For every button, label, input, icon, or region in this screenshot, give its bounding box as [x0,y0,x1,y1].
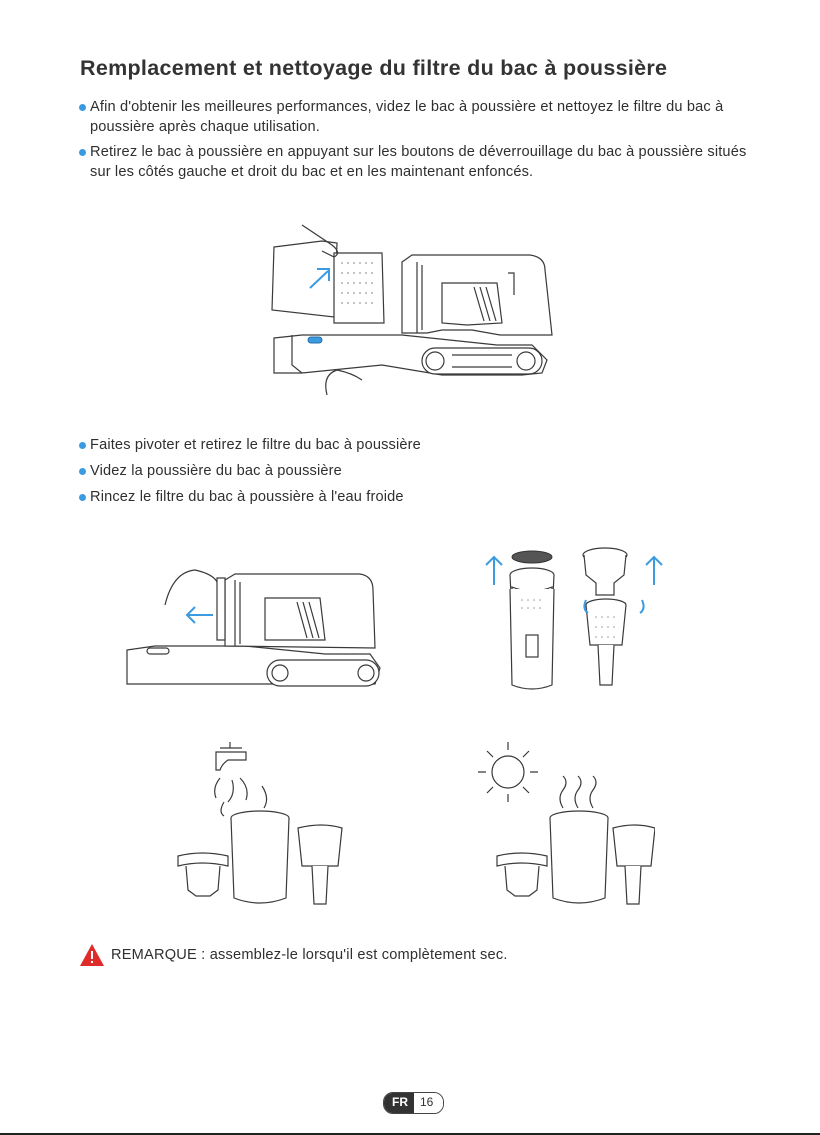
list-item: Rincez le filtre du bac à poussière à l'eau froide [79,487,679,507]
arrow-icon [187,607,213,623]
arrow-icon [646,557,662,585]
list-item: Videz la poussière du bac à poussière [79,461,679,481]
bullet-icon [79,442,86,449]
warning-icon [79,943,105,967]
instructions-top [79,97,759,187]
instructions-mid [79,435,679,513]
list-item: Retirez le bac à poussière en appuyant sur les boutons de déverrouillage du bac à poussière situés sur les côtés gauche et droit du bac et en les maintenant enfoncés. [79,142,759,182]
bullet-icon [79,494,86,501]
bullet-icon [79,104,86,111]
arrow-icon [486,557,502,585]
bullet-icon [79,149,86,156]
rinse-illustration [172,738,352,908]
remove-dustbin-illustration [262,205,562,405]
unlock-button [308,337,322,343]
page-number [383,1092,444,1114]
warning-note [79,943,508,967]
dry-illustration [475,738,655,908]
note-text: REMARQUE : assemblez-le lorsqu'il est complètement sec. [111,947,508,963]
bullet-icon [79,468,86,475]
list-item: Faites pivoter et retirez le filtre du bac à poussière [79,435,679,455]
page-number-value: 16 [414,1093,443,1113]
list-item: Afin d'obtenir les meilleures performances, videz le bac à poussière et nettoyez le filtre du bac à poussière après chaque utilisation. [79,97,759,137]
language-label: FR [384,1093,414,1113]
page-title: Remplacement et nettoyage du filtre du bac à poussière [80,56,668,80]
steam-icon [560,776,596,808]
water-tap-icon [216,742,246,770]
rotate-filter-illustration [482,545,672,690]
sun-icon [478,742,538,802]
pull-dustbin-illustration [125,560,385,690]
